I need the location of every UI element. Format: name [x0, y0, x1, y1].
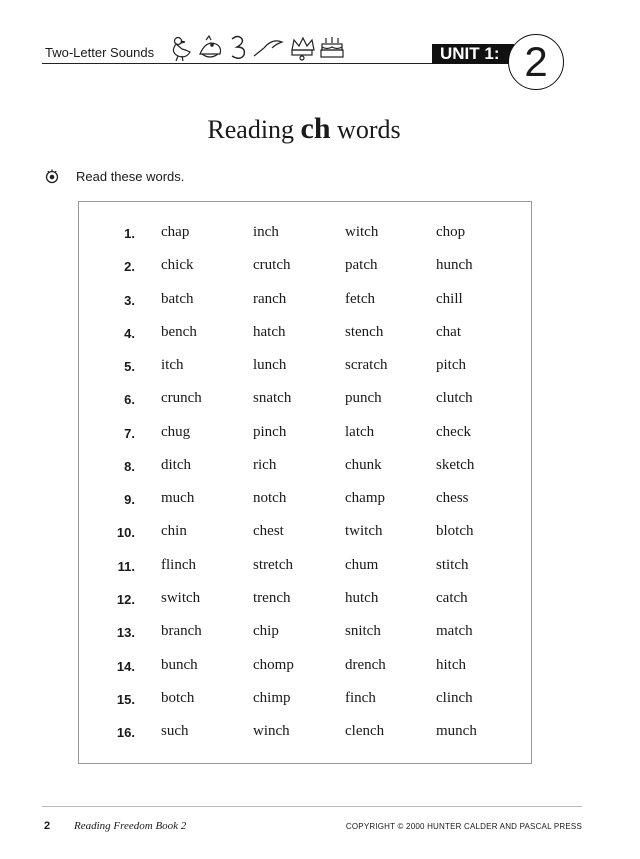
row-number: 13. — [116, 625, 135, 641]
word-row — [79, 657, 531, 677]
row-number: 8. — [124, 458, 135, 474]
word: chum — [345, 556, 379, 573]
word: much — [161, 490, 195, 507]
word-row — [79, 590, 531, 610]
row-number: 5. — [124, 359, 135, 375]
word: munch — [436, 723, 477, 740]
number-three-icon — [232, 37, 244, 59]
word: blotch — [436, 523, 474, 540]
word: notch — [253, 490, 287, 507]
crown-icon — [292, 38, 314, 60]
copyright-notice: COPYRIGHT © 2000 HUNTER CALDER AND PASCAL PRESS — [345, 822, 582, 831]
row-number: 14. — [116, 658, 135, 674]
word-row — [79, 291, 531, 311]
word: hitch — [436, 656, 466, 673]
word-row — [79, 723, 531, 743]
word-row — [79, 490, 531, 510]
word: inch — [253, 224, 279, 240]
word: flinch — [161, 556, 196, 573]
word: ranch — [253, 290, 287, 307]
word: chin — [161, 523, 187, 540]
footer-rule — [42, 806, 582, 807]
word-row — [79, 690, 531, 710]
word: crutch — [253, 257, 291, 274]
word: branch — [161, 623, 202, 640]
word: botch — [161, 689, 195, 706]
word: hutch — [345, 589, 379, 606]
instruction-text: Read these words. — [76, 169, 185, 184]
bird-icon — [200, 36, 221, 57]
word-row — [79, 623, 531, 643]
word: pinch — [253, 423, 287, 440]
row-number: 15. — [116, 691, 135, 707]
word: check — [436, 423, 471, 440]
word: winch — [253, 723, 290, 740]
word: bench — [161, 323, 197, 340]
row-number: 2. — [124, 259, 135, 275]
page-title — [0, 112, 608, 146]
word: patch — [345, 257, 378, 274]
word: such — [161, 723, 189, 740]
word-row — [79, 357, 531, 377]
word-row — [79, 390, 531, 410]
word: fetch — [345, 290, 375, 307]
word: twitch — [345, 523, 383, 540]
word: pitch — [436, 357, 466, 374]
word: clinch — [436, 689, 473, 706]
word-row — [79, 523, 531, 543]
word: chap — [161, 224, 190, 240]
word: snitch — [345, 623, 381, 640]
word: chick — [161, 257, 194, 274]
section-title: Two-Letter Sounds — [45, 45, 155, 60]
word: itch — [161, 357, 184, 374]
word: scratch — [345, 357, 388, 374]
word: chat — [436, 323, 461, 340]
word: chest — [253, 523, 284, 540]
word: witch — [345, 224, 379, 240]
word: hatch — [253, 323, 286, 340]
row-number: 4. — [124, 325, 135, 341]
word: stretch — [253, 556, 293, 573]
word: lunch — [253, 357, 287, 374]
word: batch — [161, 290, 194, 307]
row-number: 10. — [116, 525, 135, 541]
word: sketch — [436, 456, 475, 473]
row-number: 11. — [117, 558, 135, 574]
row-number: 7. — [124, 425, 135, 441]
word: switch — [161, 589, 201, 606]
word: catch — [436, 589, 468, 606]
row-number: 3. — [124, 292, 135, 308]
word: stench — [345, 323, 384, 340]
word-row — [79, 224, 531, 244]
word: clench — [345, 723, 385, 740]
unit-label: UNIT 1: — [432, 44, 514, 64]
word-row — [79, 557, 531, 577]
eye-instruction-icon — [44, 168, 60, 184]
word: ditch — [161, 456, 191, 473]
row-number: 16. — [116, 725, 135, 741]
unit-number: 2 — [508, 34, 564, 90]
word-row — [79, 424, 531, 444]
word: chip — [253, 623, 279, 640]
word: chomp — [253, 656, 294, 673]
word-row — [79, 324, 531, 344]
title-after: words — [337, 115, 401, 144]
word: finch — [345, 689, 376, 706]
word-list-box — [78, 201, 532, 764]
whip-icon — [254, 41, 282, 56]
word: drench — [345, 656, 386, 673]
cake-icon — [321, 37, 343, 57]
title-before: Reading — [207, 115, 295, 144]
word: chop — [436, 224, 466, 240]
word: latch — [345, 423, 375, 440]
word: chug — [161, 423, 191, 440]
word: champ — [345, 490, 385, 507]
word: punch — [345, 390, 382, 407]
word: trench — [253, 589, 291, 606]
word: stitch — [436, 556, 469, 573]
word: rich — [253, 456, 277, 473]
word: clutch — [436, 390, 473, 407]
word: chimp — [253, 689, 291, 706]
word: match — [436, 623, 473, 640]
page-number: 2 — [44, 820, 51, 832]
word: chess — [436, 490, 469, 507]
title-emphasis: ch — [300, 112, 331, 145]
word: chill — [436, 290, 463, 307]
word: snatch — [253, 390, 292, 407]
word-row — [79, 257, 531, 277]
duck-icon — [173, 38, 190, 62]
word: chunk — [345, 456, 382, 473]
row-number: 12. — [116, 591, 135, 607]
word: crunch — [161, 390, 202, 407]
row-number: 9. — [124, 492, 135, 508]
header-decorations — [168, 34, 348, 62]
book-title: Reading Freedom Book 2 — [74, 820, 187, 832]
row-number: 1. — [124, 226, 135, 241]
word: hunch — [436, 257, 473, 274]
row-number: 6. — [124, 392, 135, 408]
word-row — [79, 457, 531, 477]
word: bunch — [161, 656, 198, 673]
